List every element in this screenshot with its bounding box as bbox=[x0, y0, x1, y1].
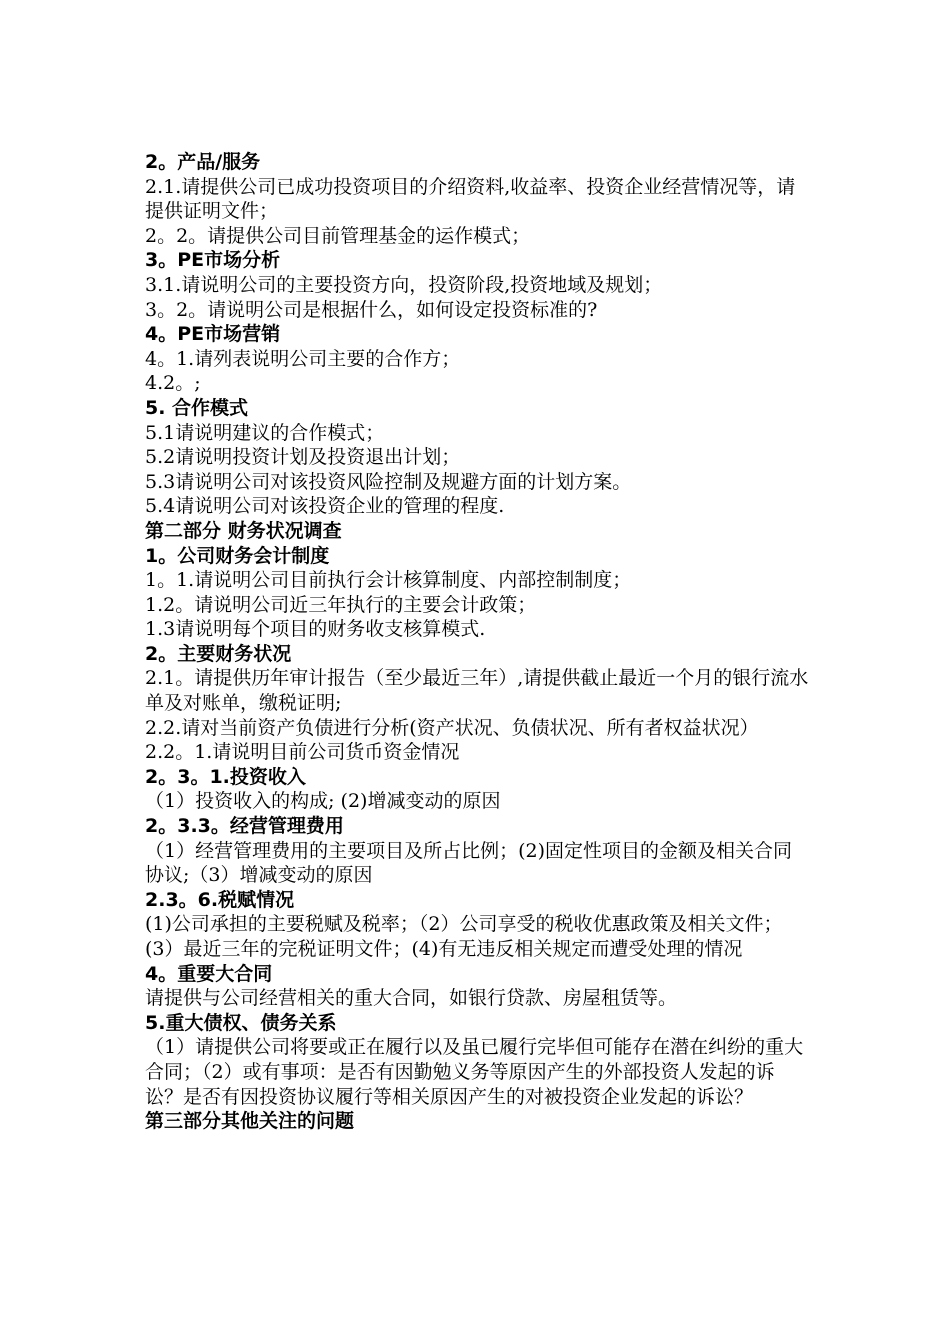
section-heading: 5. 合作模式 bbox=[145, 396, 249, 419]
paragraph: 2。2。请提供公司目前管理基金的运作模式； bbox=[145, 224, 531, 247]
paragraph: 3。2。请说明公司是根据什么，如何设定投资标准的? bbox=[145, 298, 598, 321]
section-heading: 第二部分 财务状况调查 bbox=[145, 519, 342, 542]
section-heading: 第三部分其他关注的问题 bbox=[145, 1110, 355, 1133]
section-heading: 2.3。6.税赋情况 bbox=[145, 888, 295, 911]
document-body bbox=[145, 150, 810, 1134]
paragraph: (1)公司承担的主要税赋及税率；（2）公司享受的税收优惠政策及相关文件；(3）最近三年的完税证明文件；(4)有无违反相关规定而遭受处理的情况 bbox=[145, 913, 783, 960]
section-heading: 2。产品/服务 bbox=[145, 151, 261, 173]
paragraph: 2.2.请对当前资产负债进行分析(资产状况、负债状况、所有者权益状况） bbox=[145, 716, 759, 739]
section-heading: 1。公司财务会计制度 bbox=[145, 544, 330, 567]
paragraph: （1）投资收入的构成; (2)增减变动的原因 bbox=[145, 790, 501, 813]
paragraph: 5.2请说明投资计划及投资退出计划； bbox=[145, 446, 461, 469]
paragraph: 2.1。请提供历年审计报告（至少最近三年）,请提供截止最近一个月的银行流水单及对账单，缴税证明; bbox=[145, 667, 809, 715]
paragraph: （1）请提供公司将要或正在履行以及虽已履行完毕但可能存在潜在纠纷的重大合同；（2）或有事项：是否有因勤勉义务等原因产生的外部投资人发起的诉讼？是否有因投资协议履行等相关原因产生的对被投资企业发起的诉讼？ bbox=[145, 1036, 804, 1108]
section-heading: 4。PE市场营销 bbox=[145, 323, 281, 346]
section-heading: 2。主要财务状况 bbox=[145, 642, 292, 665]
document-page bbox=[145, 150, 810, 1134]
section-heading: 2。3.3。经营管理费用 bbox=[145, 815, 344, 838]
paragraph: 1.2。请说明公司近三年执行的主要会计政策； bbox=[145, 593, 537, 616]
paragraph: 3.1.请说明公司的主要投资方向，投资阶段,投资地域及规划； bbox=[145, 273, 663, 296]
paragraph: 4。1.请列表说明公司主要的合作方； bbox=[145, 347, 461, 370]
section-heading: 2。3。1.投资收入 bbox=[145, 765, 306, 788]
paragraph: 请提供与公司经营相关的重大合同，如银行贷款、房屋租赁等。 bbox=[145, 987, 678, 1010]
paragraph: 2.2。1.请说明目前公司货币资金情况 bbox=[145, 741, 460, 764]
paragraph: 5.1请说明建议的合作模式； bbox=[145, 421, 385, 444]
paragraph: 5.4请说明公司对该投资企业的管理的程度. bbox=[145, 495, 505, 518]
paragraph: 1.3请说明每个项目的财务收支核算模式. bbox=[145, 618, 486, 641]
section-heading: 3。PE市场分析 bbox=[145, 249, 281, 272]
paragraph: 5.3请说明公司对该投资风险控制及规避方面的计划方案。 bbox=[145, 470, 632, 493]
paragraph: 4.2。; bbox=[145, 372, 201, 395]
section-heading: 5.重大债权、债务关系 bbox=[145, 1011, 337, 1034]
paragraph: （1）经营管理费用的主要项目及所占比例；(2)固定性项目的金额及相关合同协议;（3）增减变动的原因 bbox=[145, 839, 793, 887]
paragraph: 1。1.请说明公司目前执行会计核算制度、内部控制制度； bbox=[145, 569, 632, 592]
paragraph: 2.1.请提供公司已成功投资项目的介绍资料,收益率、投资企业经营情况等，请提供证明文件； bbox=[145, 175, 796, 223]
section-heading: 4。重要大合同 bbox=[145, 962, 273, 985]
